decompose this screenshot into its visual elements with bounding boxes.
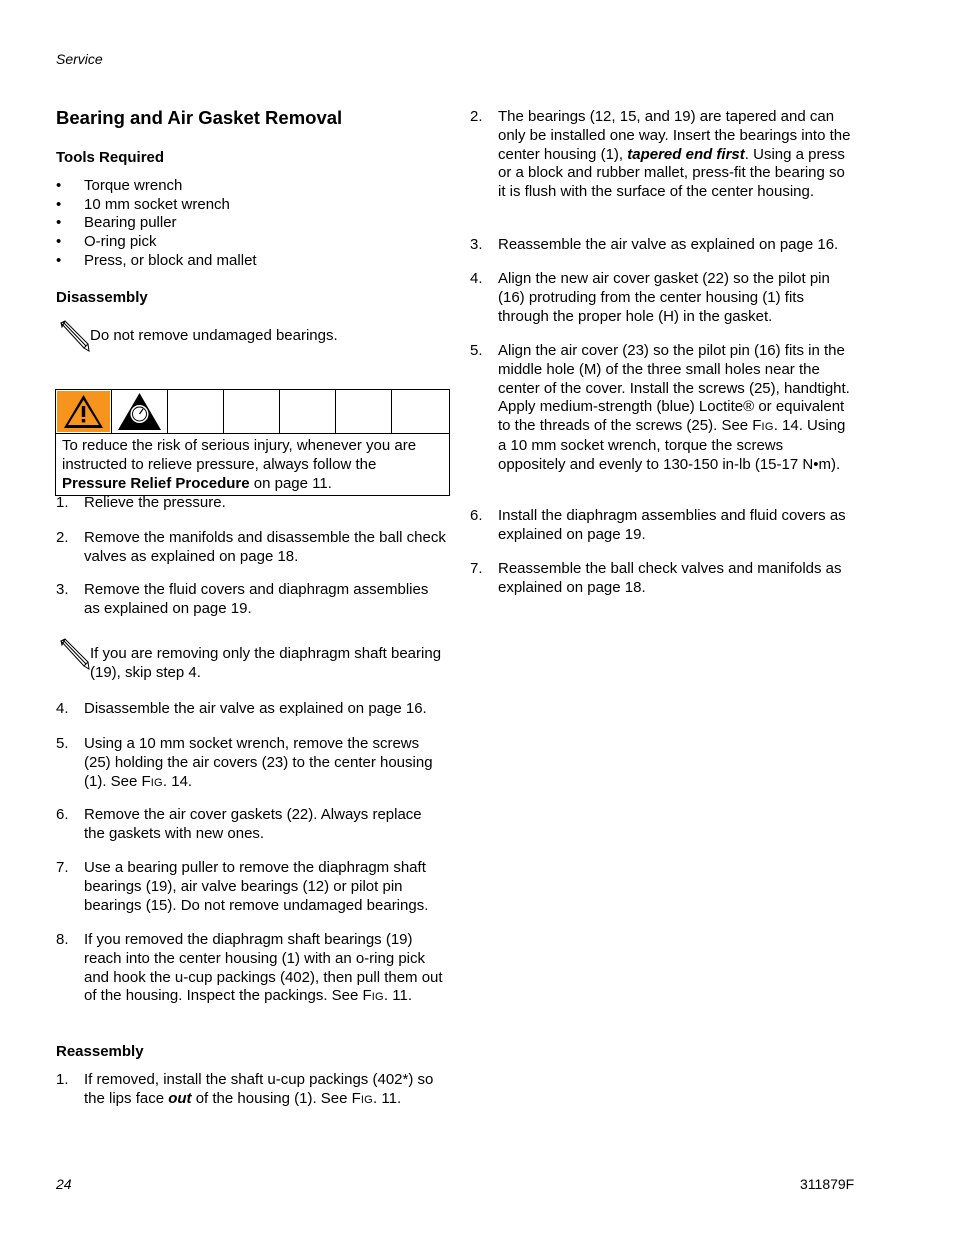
pressure-symbol-cell <box>112 390 168 433</box>
bullet-icon: • <box>56 214 62 232</box>
list-item: • O-ring pick <box>56 233 157 251</box>
empty-cell <box>280 390 336 433</box>
empty-cell <box>392 390 449 433</box>
list-item: 7. Use a bearing puller to remove the diaphragm shaft bearings (19), air valve bearings (12) or pilot pin bearings (15). Do not remove undamaged bearings. <box>56 859 429 914</box>
bullet-icon: • <box>56 233 62 251</box>
warning-symbols-row <box>56 390 449 434</box>
warning-box <box>55 389 450 496</box>
document-number: 311879F <box>800 1176 855 1192</box>
empty-cell <box>336 390 392 433</box>
note: If you are removing only the diaphragm shaft bearing (19), skip step 4. <box>56 636 446 682</box>
page-number: 24 <box>56 1176 72 1192</box>
list-item: • Bearing puller <box>56 214 177 232</box>
list-item: 4. Align the new air cover gasket (22) so the pilot pin (16) protruding from the center housing (1) fits through the proper hole (H) in the gasket. <box>470 270 830 325</box>
running-header: Service <box>56 51 103 67</box>
list-item: 1. Relieve the pressure. <box>56 494 226 511</box>
list-item: 3. Remove the fluid covers and diaphragm assemblies as explained on page 19. <box>56 581 429 617</box>
section-title: Bearing and Air Gasket Removal <box>56 107 343 128</box>
pencil-note-icon <box>56 636 90 670</box>
warning-triangle-icon <box>56 390 111 433</box>
list-item: 2. The bearings (12, 15, and 19) are tapered and can only be installed one way. Insert the bearings into the center housing (1), tapered end first. Using a press or a block and rubber mallet, press-fit the bearing so it is flush with the surface of the center housing. <box>470 108 851 201</box>
empty-cell <box>224 390 280 433</box>
empty-cell <box>168 390 224 433</box>
list-item: 6. Install the diaphragm assemblies and fluid covers as explained on page 19. <box>470 507 846 543</box>
list-item: • Torque wrench <box>56 177 183 194</box>
disassembly-heading: Disassembly <box>56 289 148 306</box>
list-item: • 10 mm socket wrench <box>56 195 230 213</box>
list-item: • Press, or block and mallet <box>56 251 257 269</box>
bullet-icon: • <box>56 195 62 213</box>
list-item: 8. If you removed the diaphragm shaft bearings (19) reach into the center housing (1) with an o-ring pick and hook the u-cup packings (402), then pull them out of the housing. Inspect the packings. See FIG. 11. <box>56 931 443 1005</box>
warning-triangle-cell <box>56 390 112 433</box>
bullet-icon: • <box>56 251 62 269</box>
list-item: 6. Remove the air cover gaskets (22). Always replace the gaskets with new ones. <box>56 806 422 842</box>
tools-heading: Tools Required <box>56 149 165 166</box>
warning-text: To reduce the risk of serious injury, whenever you are instructed to relieve pressure, always follow the Pressure Relief Procedure on page 11. <box>62 437 417 492</box>
list-item: 5. Using a 10 mm socket wrench, remove the screws (25) holding the air covers (23) to the center housing (1). See FIG. 14. <box>56 735 433 790</box>
list-item: 2. Remove the manifolds and disassemble the ball check valves as explained on page 18. <box>56 529 446 565</box>
note: Do not remove undamaged bearings. <box>56 318 446 352</box>
list-item: 1. If removed, install the shaft u-cup packings (402*) so the lips face out of the housing (1). See FIG. 11. <box>56 1071 434 1107</box>
reassembly-heading: Reassembly <box>56 1043 144 1060</box>
list-item: 5. Align the air cover (23) so the pilot pin (16) fits in the middle hole (M) of the three small holes near the center of the cover. Install the screws (25), handtight. Apply medium-strength (blue) Loctite® or equivalent to the threads of the screws (25). See FIG. 14. Using a 10 mm socket wrench, torque the screws oppositely and evenly to 130-150 in-lb (15-17 N•m). <box>470 342 850 473</box>
pencil-note-icon <box>56 318 90 352</box>
list-item: 7. Reassemble the ball check valves and manifolds as explained on page 18. <box>470 560 842 596</box>
list-item: 3. Reassemble the air valve as explained on page 16. <box>470 236 839 253</box>
bullet-icon: • <box>56 177 62 194</box>
pressure-gauge-icon <box>112 390 167 433</box>
tools-list <box>56 177 436 271</box>
list-item: 4. Disassemble the air valve as explained on page 16. <box>56 700 427 717</box>
